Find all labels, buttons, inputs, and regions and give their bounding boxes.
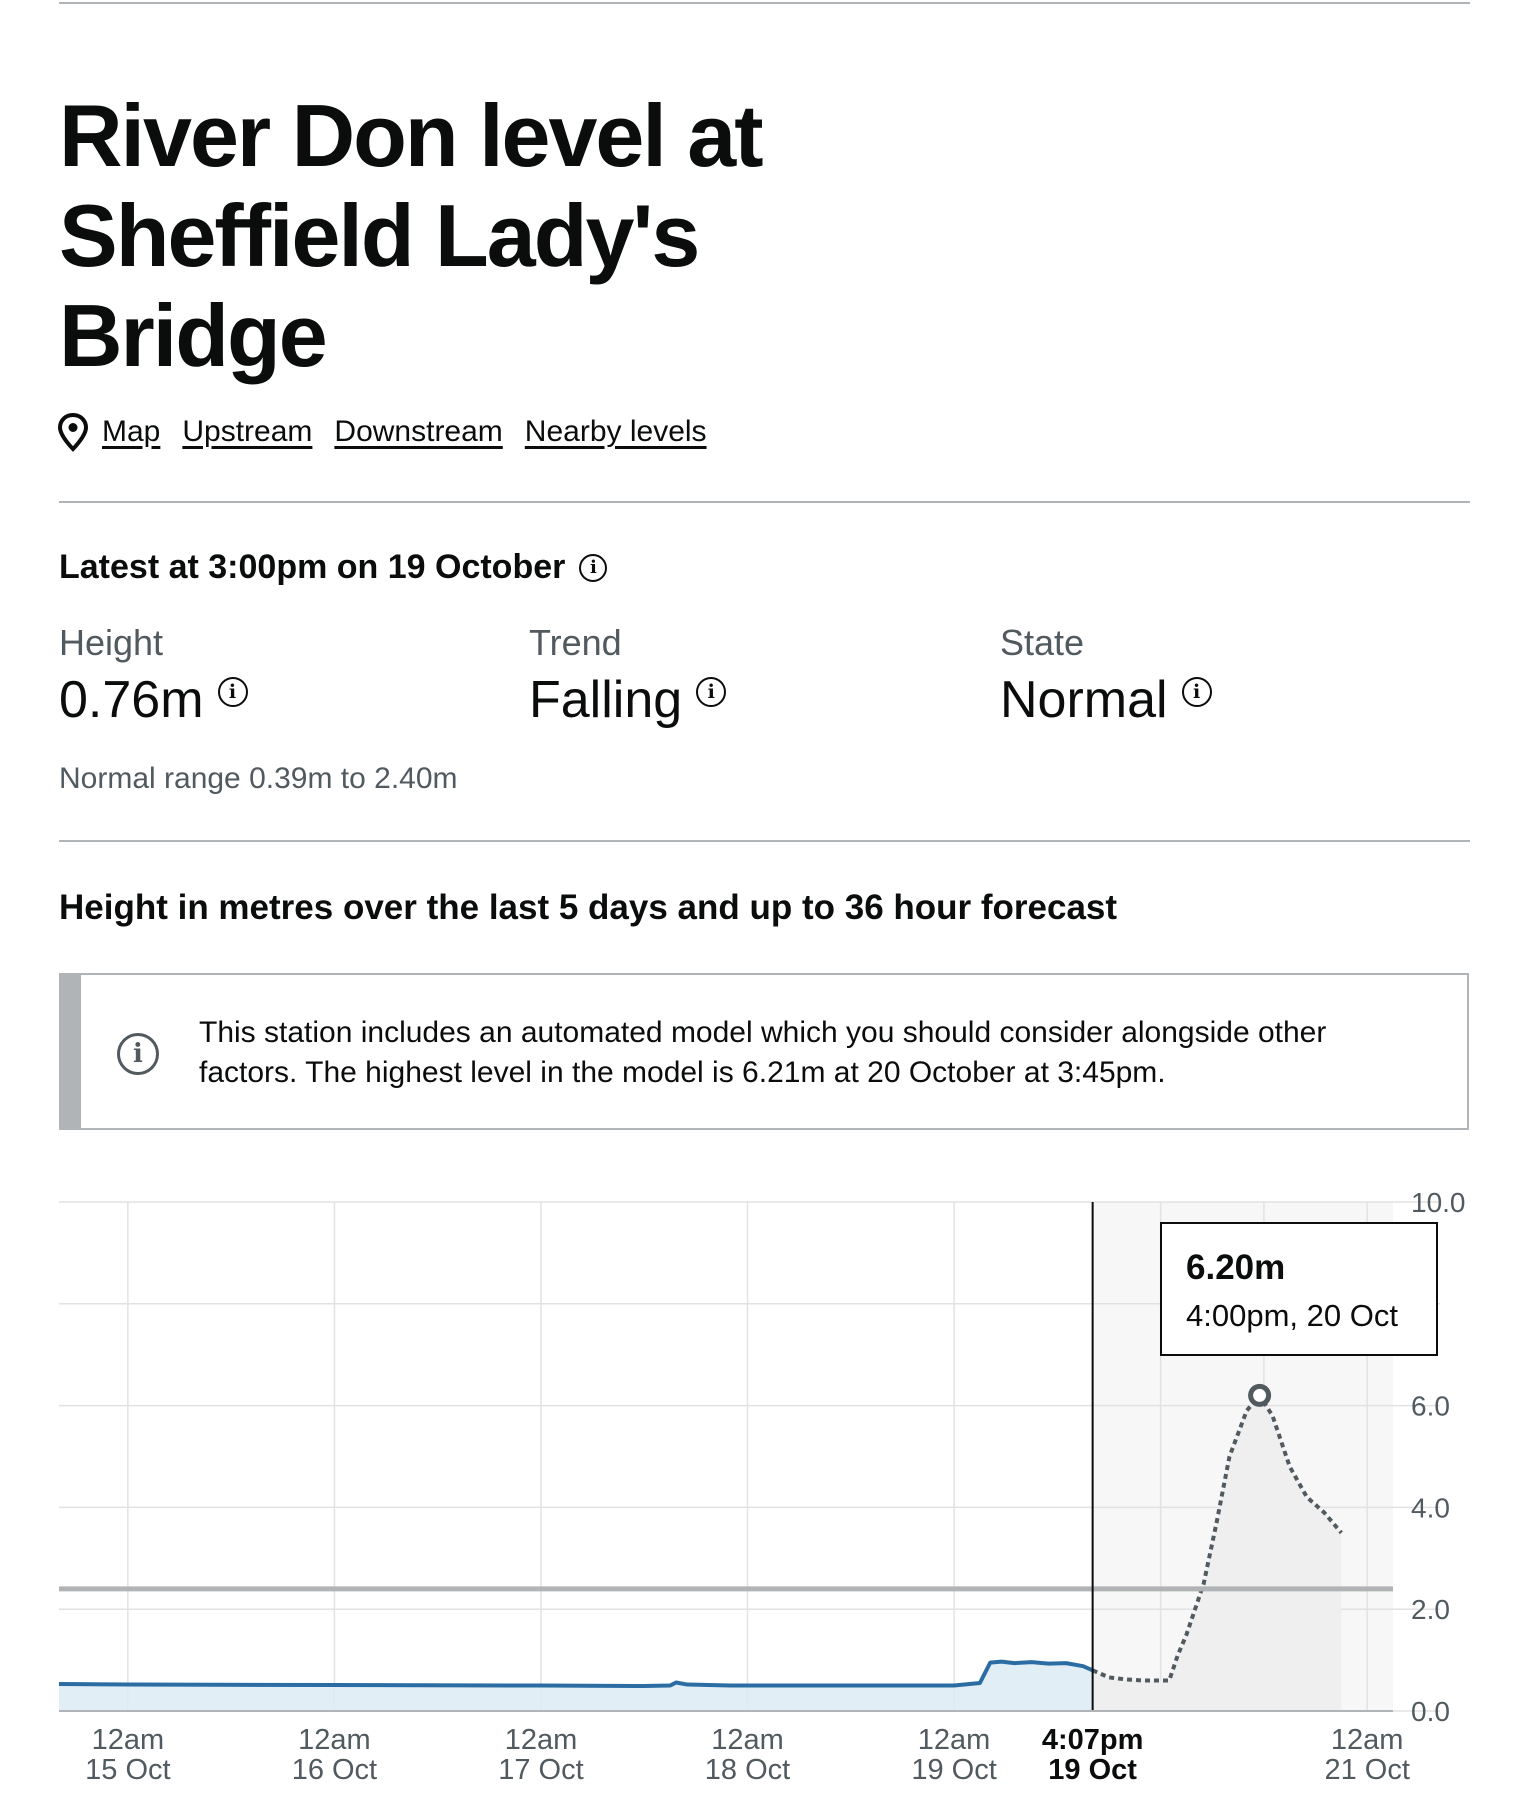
peak-marker xyxy=(1251,1386,1269,1404)
latest-heading xyxy=(59,548,607,587)
normal-range-text: Normal range 0.39m to 2.40m xyxy=(59,762,458,795)
tooltip-time: 4:00pm, 20 Oct xyxy=(1186,1298,1398,1333)
chart-tooltip xyxy=(1160,1222,1438,1356)
notice-bar xyxy=(59,973,81,1130)
x-tick-label: 12am xyxy=(91,1724,165,1756)
state-label: State xyxy=(1000,622,1085,663)
x-tick-label: 16 Oct xyxy=(291,1754,378,1786)
state-stat xyxy=(1000,622,1212,730)
y-tick-label: 0.0 xyxy=(1411,1696,1450,1727)
trend-info-icon[interactable]: i xyxy=(696,677,726,707)
y-tick-label: 6.0 xyxy=(1411,1390,1450,1422)
x-tick-label: 12am xyxy=(1330,1724,1404,1756)
x-tick-label: 12am xyxy=(711,1724,784,1756)
y-tick-label: 4.0 xyxy=(1411,1492,1450,1524)
height-value: 0.76m xyxy=(59,671,204,729)
downstream-link[interactable]: Downstream xyxy=(334,415,503,448)
trend-value: Falling xyxy=(529,671,683,729)
tooltip-value: 6.20m xyxy=(1186,1248,1286,1287)
model-notice xyxy=(59,973,1469,1130)
x-tick-label: 18 Oct xyxy=(704,1754,791,1786)
observed-line xyxy=(59,1662,1093,1686)
x-tick-label: 12am xyxy=(298,1724,371,1756)
trend-label: Trend xyxy=(529,622,622,663)
height-info-icon[interactable]: i xyxy=(218,677,248,707)
trend-stat xyxy=(529,622,726,730)
height-label: Height xyxy=(59,622,164,663)
x-tick-label: 15 Oct xyxy=(85,1754,171,1786)
y-tick-label: 10.0 xyxy=(1411,1187,1466,1218)
x-tick-label: 12am xyxy=(504,1724,578,1756)
x-tick-label: 12am xyxy=(917,1724,991,1756)
map-link[interactable]: Map xyxy=(102,415,161,448)
page-title: River Don level at Sheffield Lady's Bridge xyxy=(59,86,762,385)
x-tick-label: 19 Oct xyxy=(1048,1754,1137,1786)
map-pin-icon xyxy=(56,412,90,452)
notice-text: This station includes an automated model which you should consider alongside other factors. The highest level in the model is 6.21m at 20 October at 3:45pm. xyxy=(199,1016,1327,1089)
top-divider xyxy=(59,2,1470,4)
x-tick-label: 21 Oct xyxy=(1324,1754,1410,1786)
x-tick-label: 4:07pm xyxy=(1041,1724,1144,1756)
latest-heading-text: Latest at 3:00pm on 19 October xyxy=(59,548,566,586)
chart-heading: Height in metres over the last 5 days and up to 36 hour forecast xyxy=(59,888,1118,927)
state-info-icon[interactable]: i xyxy=(1182,677,1212,707)
height-stat xyxy=(59,622,248,730)
x-tick-label: 19 Oct xyxy=(911,1754,997,1786)
upstream-link[interactable]: Upstream xyxy=(182,415,313,448)
x-tick-label: 17 Oct xyxy=(498,1754,584,1786)
info-icon: i xyxy=(117,1033,159,1075)
section-divider xyxy=(59,501,1470,503)
section-divider xyxy=(59,840,1470,842)
info-icon[interactable]: i xyxy=(579,554,607,582)
y-tick-label: 2.0 xyxy=(1411,1594,1450,1626)
station-links xyxy=(56,412,707,452)
nearby-levels-link[interactable]: Nearby levels xyxy=(524,415,707,448)
state-value: Normal xyxy=(1000,671,1168,729)
